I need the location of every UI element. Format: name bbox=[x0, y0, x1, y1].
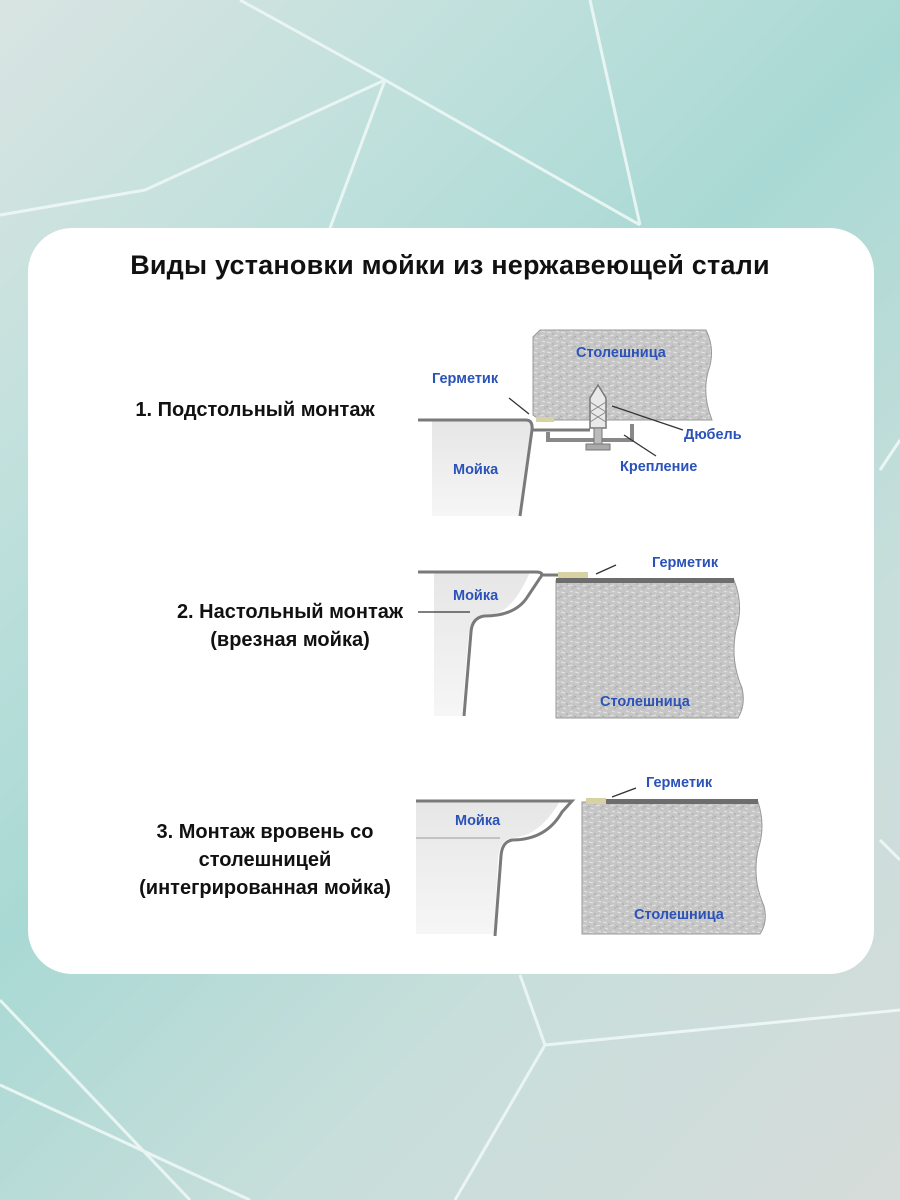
diagram-2-topmount bbox=[418, 555, 743, 718]
method-3-line-2: столешницей bbox=[198, 849, 332, 871]
fastener-nut-1 bbox=[586, 444, 610, 450]
diagram-1-undermount bbox=[418, 330, 742, 516]
sealant-3 bbox=[586, 798, 606, 804]
method-3-line-3: (интегрированная мойка) bbox=[139, 877, 391, 899]
method-3-line-1: 3. Монтаж вровень со bbox=[156, 821, 374, 843]
fastener-1-label: Крепление bbox=[620, 459, 698, 475]
sink-3-label: Мойка bbox=[455, 813, 501, 829]
sealant-2-label: Герметик bbox=[652, 555, 719, 571]
countertop-3-label: Столешница bbox=[634, 907, 724, 923]
method-2-line-1: 2. Настольный монтаж bbox=[176, 601, 404, 623]
sealant-2 bbox=[558, 572, 588, 578]
countertop-2-label: Столешница bbox=[600, 694, 690, 710]
sink-1-label: Мойка bbox=[453, 462, 499, 478]
sealant-1 bbox=[536, 417, 554, 422]
method-1-line-1: 1. Подстольный монтаж bbox=[135, 399, 375, 421]
sealant-3-label: Герметик bbox=[646, 775, 713, 791]
sealant-1-label: Герметик bbox=[432, 371, 499, 387]
countertop-1 bbox=[533, 330, 712, 420]
dowel-1-label: Дюбель bbox=[684, 427, 742, 443]
method-2-line-2: (врезная мойка) bbox=[210, 629, 370, 651]
sink-2-label: Мойка bbox=[453, 588, 499, 604]
diagram-3-flushmount bbox=[416, 775, 765, 936]
countertop-1-label: Столешница bbox=[576, 345, 666, 361]
page-title: Виды установки мойки из нержавеющей стали bbox=[130, 250, 770, 280]
